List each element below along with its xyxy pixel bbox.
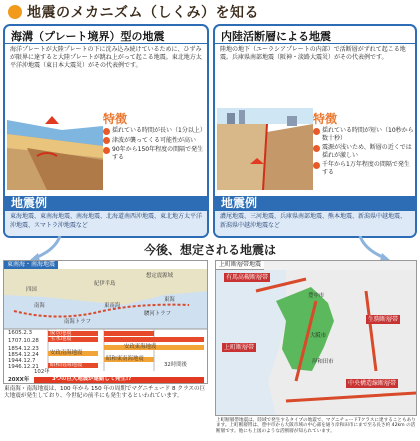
future-year: 20XX年 xyxy=(8,377,30,383)
timeline-label: 昭和東南海地震 xyxy=(106,356,144,362)
nankai-map xyxy=(3,260,208,384)
left-feature-item: 津波が襲ってくる可能性が高い xyxy=(103,137,207,145)
left-panel-description: 海洋プレートが大陸プレートの下に沈み込み続けているために、ひずみが限界に達すると大陸プレートが跳ね上がって起こる地震。東北地方太平洋沖地震（東日本大震災）がその代表例です。 xyxy=(10,46,202,69)
tokai-area-label: 東海 xyxy=(164,297,175,303)
page-title xyxy=(8,3,259,21)
timeline-label: 慶長地震 xyxy=(50,330,72,336)
nankai-trough-label: 南海トラフ xyxy=(64,319,91,325)
city-label: 豊中市 xyxy=(308,293,325,299)
left-features xyxy=(103,110,207,163)
left-panel-heading: 海溝（プレート境界）型の地震 xyxy=(5,26,207,44)
right-features xyxy=(313,110,415,178)
fault-label: 中央構造線断層帯 xyxy=(348,380,397,387)
right-panel-heading: 内陸活断層による地震 xyxy=(215,26,415,44)
bullet-icon xyxy=(103,137,110,144)
timeline-date: 1854.12.24 xyxy=(8,352,39,358)
gap-label: 32時間後 xyxy=(164,362,188,368)
bullet-icon xyxy=(103,128,110,135)
kii-label: 紀伊半島 xyxy=(94,281,116,287)
left-examples xyxy=(5,196,207,236)
timeline-date: 1605.2.3 xyxy=(8,330,33,336)
left-features-title: 特徴 xyxy=(103,112,128,126)
left-examples-title: 地震例 xyxy=(5,196,207,211)
right-panel xyxy=(213,24,417,238)
future-label: 3つの巨大地震が連動して発生!? xyxy=(52,376,132,382)
nankai-area-label: 南海 xyxy=(34,303,45,309)
timeline-label: 昭和南海地震 xyxy=(50,362,83,368)
right-examples xyxy=(215,196,415,236)
shikoku-label: 四国 xyxy=(26,287,37,293)
timeline-date: 1707.10.28 xyxy=(8,338,39,344)
uemachi-caption: 上町断層帯地震は、陸域で発生するタイプの地震で、マグニチュード7クラスに達することもあります。上町断層帯は、豊中市から大阪市域の中心部を通り岸和田市にまで至る長さ約 42km の活断層です。他にも上図のような活断層が知られています。 xyxy=(216,418,416,434)
right-feature-item: 千年から1万年程度の間隔で発生する xyxy=(313,161,415,176)
bullet-icon xyxy=(103,147,110,154)
city-label: 岸和田市 xyxy=(312,359,334,365)
legend-label: 想定震源域 xyxy=(146,273,173,279)
future-title: 今後、想定される地震は xyxy=(143,243,276,257)
timeline-label: 安政南海地震 xyxy=(50,350,83,356)
uemachi-map xyxy=(215,260,417,416)
nankai-caption: 東南海・南海地震は、100 年から 150 年の周期でマグニチュード 8 クラスの巨大地震が発生しており、今世紀の前半にも発生するといわれています。 xyxy=(4,386,206,400)
left-panel xyxy=(3,24,209,238)
page-title-text: 地震のメカニズム（しくみ）を知る xyxy=(27,5,259,21)
right-features-title: 特徴 xyxy=(313,112,338,126)
fault-label: 生駒断層帯 xyxy=(368,316,399,323)
timeline-date: 1946.12.21 xyxy=(8,364,39,370)
nankai-map-header: 東南海・南海地震 xyxy=(4,261,58,269)
uemachi-map-header: 上町断層帯地震 xyxy=(216,261,264,270)
right-feature-item: 揺れている時間が短い（10秒から数十秒） xyxy=(313,127,415,142)
right-examples-text: 濃尾地震、三河地震、兵庫県南部地震、熊本地震、新潟県中越地震、新潟県中越沖地震など xyxy=(215,211,415,236)
left-feature-item: 揺れている時間が長い（1分以上） xyxy=(103,127,207,135)
fault-label: 有馬高槻断層帯 xyxy=(226,274,269,281)
bullet-icon xyxy=(8,5,22,19)
timeline-date: 1854.12.23 xyxy=(8,346,39,352)
right-examples-title: 地震例 xyxy=(215,196,415,211)
bullet-icon xyxy=(313,145,320,152)
bullet-icon xyxy=(313,162,320,169)
city-label: 大阪市 xyxy=(310,333,327,339)
fault-label: 上町断層帯 xyxy=(224,344,255,351)
tonankai-area-label: 東南海 xyxy=(104,303,121,309)
bullet-icon xyxy=(313,128,320,135)
left-examples-text: 東海地震、東南海地震、南海地震、北海道南西沖地震、東北地方太平洋沖地震、スマトラ沖地震など xyxy=(5,211,207,236)
gap-label: 102年 xyxy=(34,369,50,375)
timeline-date: 1944.12.7 xyxy=(8,358,36,364)
timeline-label: 宝永地震 xyxy=(50,336,72,342)
trench-diagram xyxy=(7,108,103,190)
suruga-trough-label: 駿河トラフ xyxy=(144,311,171,317)
left-feature-item: 90年から150年程度の間隔で発生する xyxy=(103,146,207,161)
timeline-label: 安政東海地震 xyxy=(124,344,157,350)
fault-diagram xyxy=(217,108,313,190)
right-panel-description: 陸地の地下（ユーラシアプレートの内部）で活断層がずれて起こる地震。兵庫県南部地震（阪神・淡路大震災）がその代表例です。 xyxy=(220,46,406,61)
right-feature-item: 震源が浅いため、断層の近くでは揺れが激しい xyxy=(313,144,415,159)
